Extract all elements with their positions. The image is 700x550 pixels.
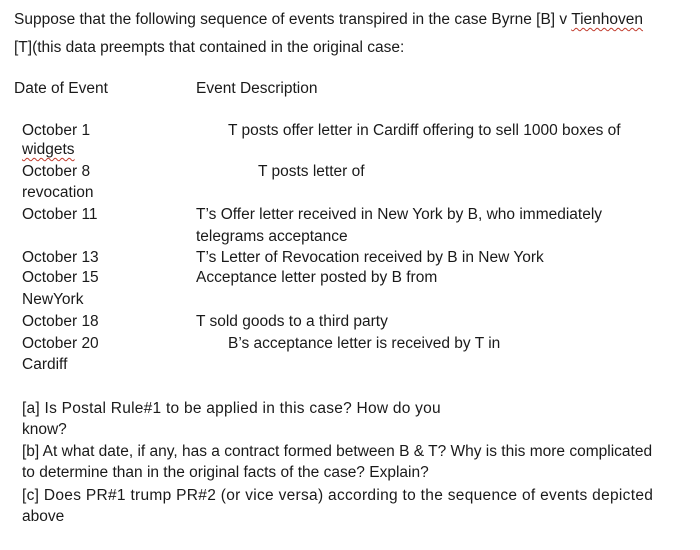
misspelled-word-tienhoven: Tienhoven (571, 11, 644, 28)
column-header-date: Date of Event (14, 80, 108, 97)
question-a-line1: [a] Is Postal Rule#1 to be applied in this case? How do you (22, 400, 441, 417)
event-desc-oct18: T sold goods to a third party (196, 313, 388, 330)
event-desc-oct11-line1: T’s Offer letter received in New York by B, who immediately (196, 206, 603, 223)
event-date-oct20: October 20 (22, 335, 99, 352)
event-date-oct8: October 8 (22, 163, 91, 180)
event-desc-oct8: T posts letter of (258, 163, 365, 180)
intro-line-2: [T](this data preempts that contained in the original case: (14, 39, 405, 56)
event-date-oct1: October 1 (22, 122, 91, 139)
event-desc-oct15: Acceptance letter posted by B from (196, 269, 438, 286)
event-desc-oct1: T posts offer letter in Cardiff offering to sell 1000 boxes of (228, 122, 621, 139)
event-desc-oct20: B’s acceptance letter is received by T in (228, 335, 501, 352)
event-date-oct11: October 11 (22, 206, 98, 223)
event-date-oct13: October 13 (22, 249, 99, 266)
question-c-line1: [c] Does PR#1 trump PR#2 (or vice versa) according to the sequence of events depicted (22, 487, 654, 504)
event-date-oct15: October 15 (22, 269, 99, 286)
intro-line-1 (14, 9, 643, 30)
event-date-oct18: October 18 (22, 313, 99, 330)
question-b-line2: to determine than in the original facts of the case? Explain? (22, 464, 429, 481)
event-desc-widgets: widgets (22, 141, 75, 158)
event-desc-cardiff: Cardiff (22, 356, 68, 373)
event-desc-newyork: NewYork (22, 291, 84, 308)
intro-line-1-text: Suppose that the following sequence of events transpired in the case Byrne [B] v (14, 11, 572, 28)
question-a-line2: know? (22, 421, 67, 438)
event-desc-oct11-line2: telegrams acceptance (196, 228, 348, 245)
column-header-description: Event Description (196, 80, 318, 97)
event-desc-revocation: revocation (22, 184, 94, 201)
question-b-line1: [b] At what date, if any, has a contract formed between B & T? Why is this more complicated (22, 443, 653, 460)
question-c-line2: above (22, 508, 65, 525)
event-desc-oct13: T’s Letter of Revocation received by B in New York (196, 249, 544, 266)
